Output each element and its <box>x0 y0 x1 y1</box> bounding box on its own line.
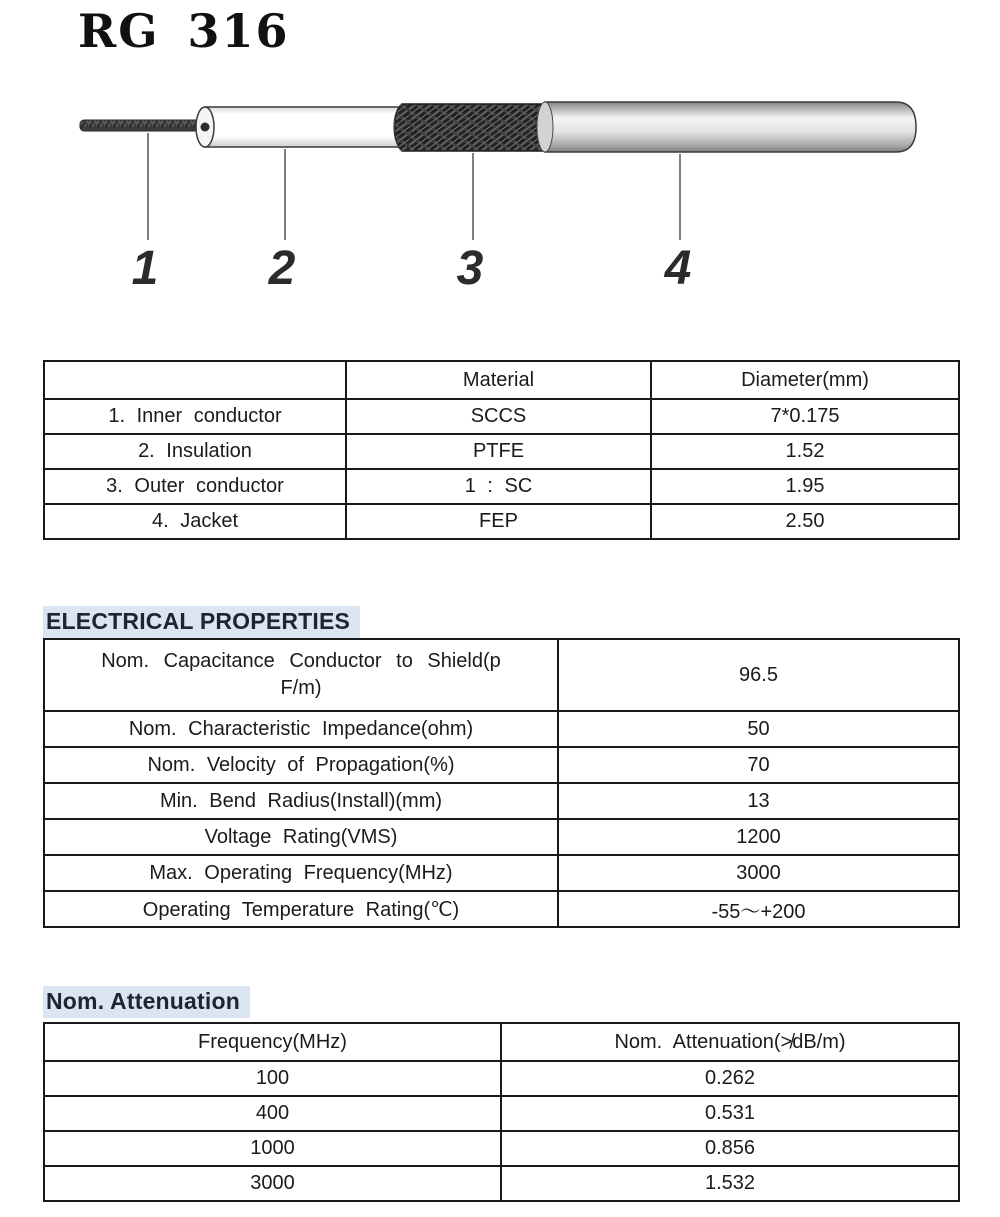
attenuation-frequency: 3000 <box>44 1166 501 1201</box>
jacket-graphic <box>537 102 916 152</box>
attenuation-frequency: 100 <box>44 1061 501 1096</box>
insulation-graphic <box>196 107 415 147</box>
attenuation-frequency: 400 <box>44 1096 501 1131</box>
construction-diameter: 2.50 <box>651 504 959 539</box>
attenuation-frequency: 1000 <box>44 1131 501 1166</box>
electrical-properties-table <box>43 638 960 928</box>
attenuation-header-value: Nom. Attenuation(≯dB/m) <box>501 1023 959 1061</box>
electrical-property-value: 70 <box>558 747 959 783</box>
attenuation-value: 0.856 <box>501 1131 959 1166</box>
table-row <box>44 1131 959 1166</box>
construction-header-diameter: Diameter(mm) <box>651 361 959 399</box>
electrical-property-value: 3000 <box>558 855 959 891</box>
table-row <box>44 1166 959 1201</box>
construction-diameter: 1.52 <box>651 434 959 469</box>
construction-part: 3. Outer conductor <box>44 469 346 504</box>
diagram-label-1: 1 <box>131 242 159 295</box>
cable-diagram <box>0 92 1000 302</box>
page-title: RG 316 <box>78 4 290 58</box>
construction-part: 4. Jacket <box>44 504 346 539</box>
construction-header-material: Material <box>346 361 651 399</box>
construction-material: FEP <box>346 504 651 539</box>
diagram-label-4: 4 <box>664 242 692 295</box>
electrical-property-value: 1200 <box>558 819 959 855</box>
construction-diameter: 1.95 <box>651 469 959 504</box>
construction-part: 1. Inner conductor <box>44 399 346 434</box>
electrical-properties-heading: ELECTRICAL PROPERTIES <box>43 606 360 638</box>
table-row <box>44 504 959 539</box>
electrical-property-value: 13 <box>558 783 959 819</box>
electrical-property-value: 50 <box>558 711 959 747</box>
attenuation-value: 0.262 <box>501 1061 959 1096</box>
construction-header-empty <box>44 361 346 399</box>
table-row <box>44 783 959 819</box>
electrical-property-label: Nom. Velocity of Propagation(%) <box>44 747 558 783</box>
construction-material: SCCS <box>346 399 651 434</box>
electrical-property-label: Nom. Characteristic Impedance(ohm) <box>44 711 558 747</box>
table-row <box>44 1096 959 1131</box>
table-row <box>44 711 959 747</box>
attenuation-heading: Nom. Attenuation <box>43 986 250 1018</box>
electrical-property-label: Max. Operating Frequency(MHz) <box>44 855 558 891</box>
diagram-label-3: 3 <box>456 242 484 295</box>
table-row <box>44 469 959 504</box>
table-row <box>44 819 959 855</box>
construction-material: 1 : SC <box>346 469 651 504</box>
table-row <box>44 855 959 891</box>
attenuation-value: 0.531 <box>501 1096 959 1131</box>
attenuation-table <box>43 1022 960 1202</box>
electrical-property-label <box>44 639 558 711</box>
construction-part: 2. Insulation <box>44 434 346 469</box>
electrical-property-label: Operating Temperature Rating(℃) <box>44 891 558 927</box>
attenuation-header-frequency: Frequency(MHz) <box>44 1023 501 1061</box>
electrical-property-value: -55～+200 <box>558 891 959 927</box>
electrical-property-label: Min. Bend Radius(Install)(mm) <box>44 783 558 819</box>
table-row <box>44 1061 959 1096</box>
electrical-property-label-line2: F/m) <box>280 677 322 699</box>
attenuation-value: 1.532 <box>501 1166 959 1201</box>
table-row <box>44 747 959 783</box>
electrical-property-label: Voltage Rating(VMS) <box>44 819 558 855</box>
inner-conductor-graphic <box>80 120 210 131</box>
table-row <box>44 891 959 927</box>
construction-table <box>43 360 960 540</box>
table-row <box>44 399 959 434</box>
table-row <box>44 639 959 711</box>
diagram-label-2: 2 <box>268 242 296 295</box>
construction-material: PTFE <box>346 434 651 469</box>
construction-diameter: 7*0.175 <box>651 399 959 434</box>
electrical-property-label-line1: Nom. Capacitance Conductor to Shield(p <box>101 650 501 672</box>
electrical-property-value: 96.5 <box>558 639 959 711</box>
outer-conductor-graphic <box>394 104 548 151</box>
table-row <box>44 434 959 469</box>
